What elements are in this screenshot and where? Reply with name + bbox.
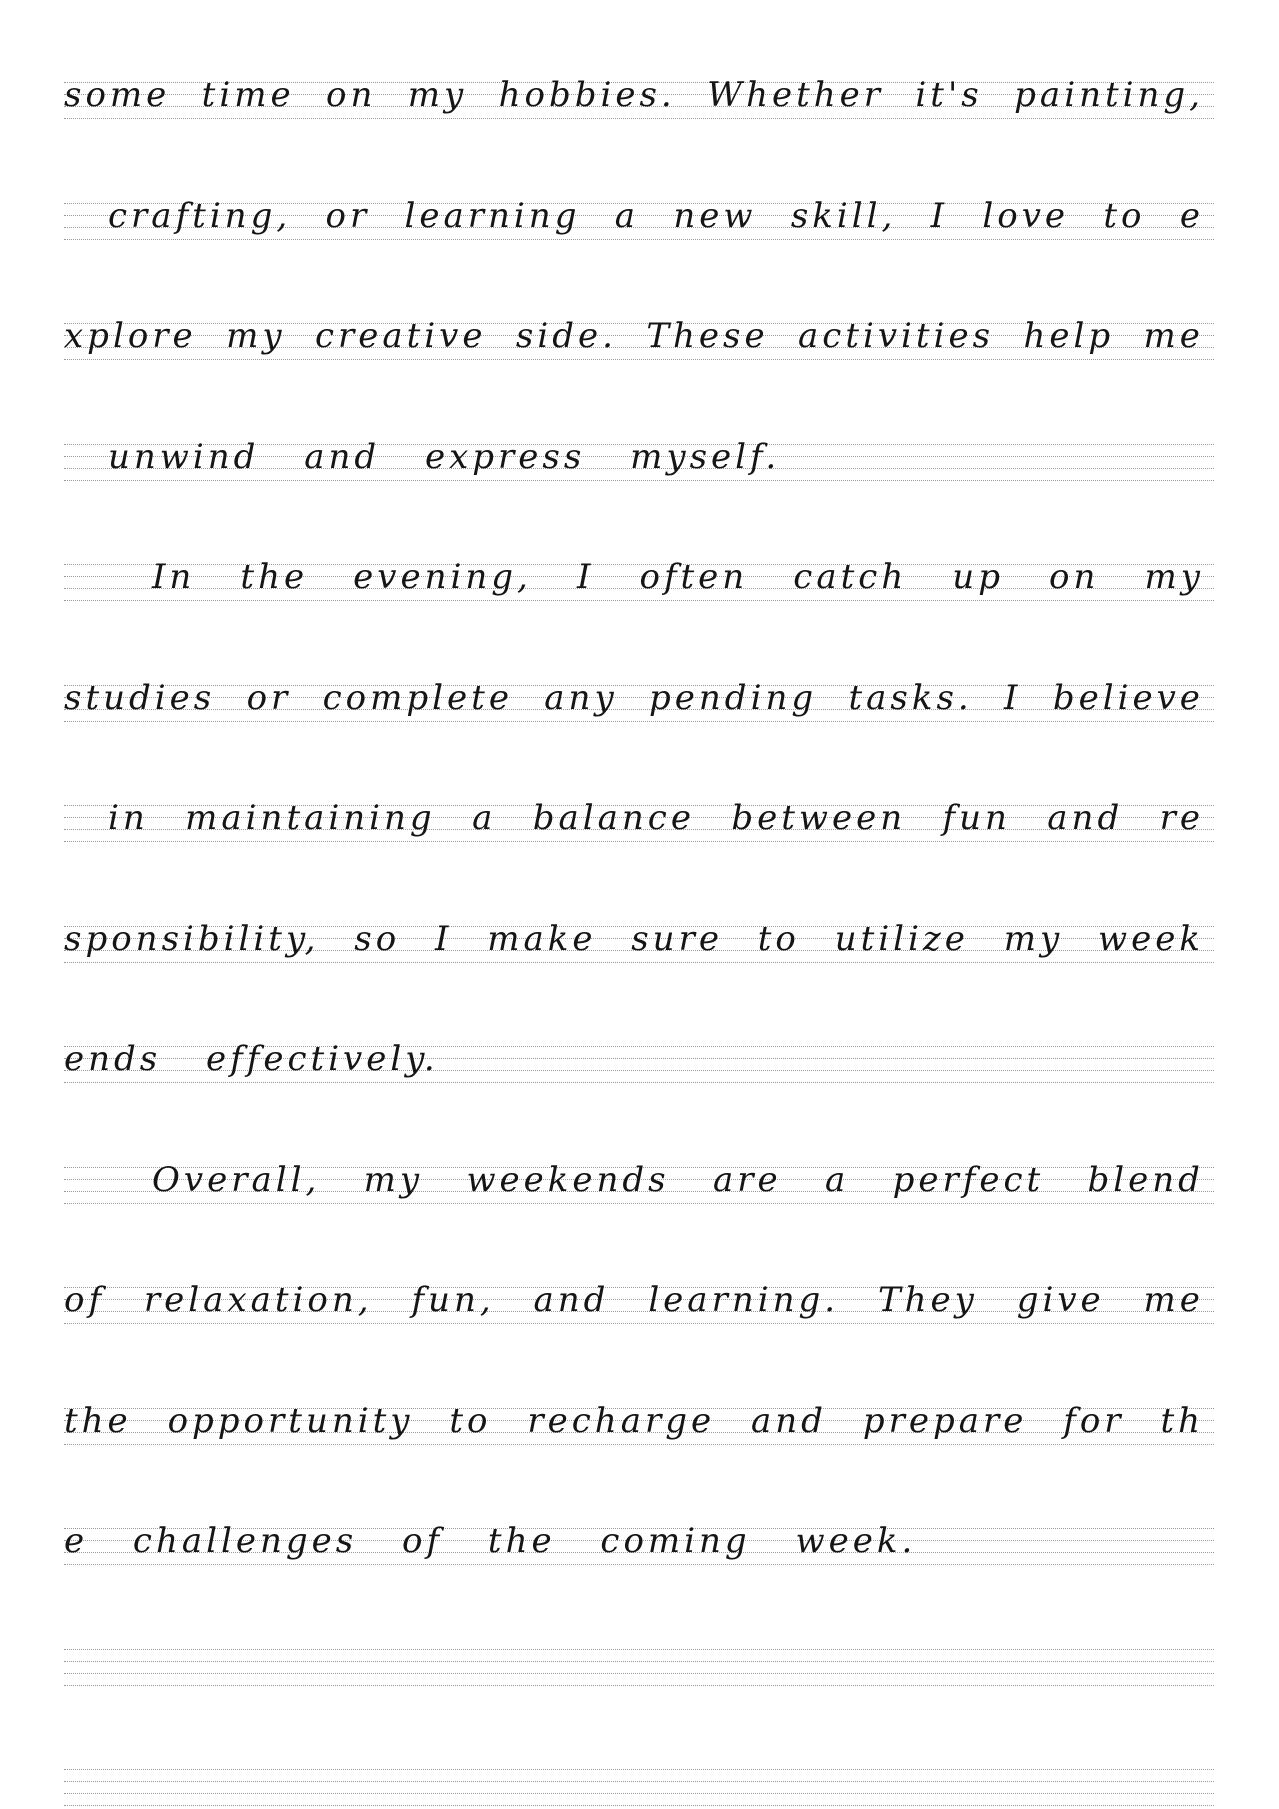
guide-rule [64, 600, 1214, 601]
handwritten-word: and [1047, 798, 1124, 838]
handwritten-word: maintaining [185, 798, 436, 838]
handwritten-line [64, 919, 1204, 959]
handwritten-word: Overall, [152, 1160, 321, 1200]
handwritten-word: to [449, 1401, 492, 1441]
handwritten-word: give [1016, 1280, 1105, 1320]
guide-rule [64, 1769, 1214, 1770]
handwritten-word: complete [322, 678, 513, 718]
handwritten-line [64, 1039, 1214, 1079]
handwritten-word: love [982, 196, 1070, 236]
handwritten-word: a [614, 196, 640, 236]
handwritten-line [64, 678, 1204, 718]
handwritten-word: hobbies. [498, 75, 676, 115]
guide-rule [64, 239, 1214, 240]
handwritten-word: fun, [411, 1280, 495, 1320]
handwritten-word: side. [515, 316, 617, 356]
handwritten-word: me [1143, 316, 1204, 356]
handwritten-word: creative [314, 316, 487, 356]
handwritten-word: evening, [353, 557, 532, 597]
handwritten-word: any [544, 678, 618, 718]
handwritten-line [152, 1160, 1204, 1200]
handwritten-word: new [673, 196, 757, 236]
guide-rule [64, 1781, 1214, 1782]
handwritten-word: of [64, 1280, 106, 1320]
handwritten-word: fun [942, 798, 1011, 838]
handwritten-word: relaxation, [143, 1280, 373, 1320]
handwritten-word: learning [404, 196, 581, 236]
handwritten-line [108, 798, 1204, 838]
handwritten-word: learning. [648, 1280, 840, 1320]
guide-rule [64, 1793, 1214, 1794]
guide-rule [64, 1203, 1214, 1204]
handwritten-word: catch [793, 557, 908, 597]
handwritten-word: for [1063, 1401, 1125, 1441]
handwritten-word: sure [631, 919, 723, 959]
handwritten-word: in [108, 798, 149, 838]
handwritten-word: are [712, 1160, 782, 1200]
handwritten-word: studies [64, 678, 216, 718]
handwritten-word: xplore [64, 316, 197, 356]
handwritten-line [64, 1521, 1214, 1561]
handwritten-word: it's [915, 75, 983, 115]
handwritten-word: blend [1087, 1160, 1204, 1200]
handwritten-word: my [1144, 557, 1204, 597]
handwritten-word: my [1003, 919, 1064, 959]
guide-rule [64, 841, 1214, 842]
handwritten-word: opportunity [167, 1401, 414, 1441]
guide-rule [64, 1444, 1214, 1445]
handwritten-word: a [472, 798, 497, 838]
guide-rule [64, 1323, 1214, 1324]
handwritten-word: perfect [892, 1160, 1045, 1200]
handwritten-word: balance [532, 798, 695, 838]
handwritten-word: on [1049, 557, 1100, 597]
guide-rule [64, 1673, 1214, 1674]
handwritten-word: In [152, 557, 196, 597]
handwritten-word: painting, [1014, 75, 1204, 115]
handwritten-word: time [201, 75, 295, 115]
handwritten-word: my [226, 316, 286, 356]
guide-rule [64, 1649, 1214, 1650]
handwritten-word: Whether [707, 75, 885, 115]
handwritten-word: I [1004, 678, 1022, 718]
guide-rule [64, 1564, 1214, 1565]
handwritten-word: These [646, 316, 769, 356]
guide-rule [64, 1805, 1214, 1806]
handwritten-word: I [576, 557, 595, 597]
handwritten-line [64, 1280, 1204, 1320]
handwritten-word: I [930, 196, 949, 236]
handwritten-word: e [1179, 196, 1204, 236]
handwritten-word: or [325, 196, 371, 236]
handwritten-word: make [487, 919, 597, 959]
handwritten-word: crafting, [108, 196, 292, 236]
handwritten-text: e challenges of the coming week. [64, 1521, 917, 1561]
guide-rule [64, 480, 1214, 481]
handwritten-word: help [1023, 316, 1115, 356]
handwritten-word: prepare [862, 1401, 1028, 1441]
handwritten-text: ends effectively. [64, 1039, 439, 1079]
guide-rule [64, 1082, 1214, 1083]
handwritten-word: to [1103, 196, 1146, 236]
handwritten-word: often [639, 557, 749, 597]
handwritten-word: to [757, 919, 800, 959]
handwritten-line [152, 557, 1204, 597]
ruled-line-band [64, 1769, 1214, 1805]
guide-rule [64, 1685, 1214, 1686]
guide-rule [64, 962, 1214, 963]
handwritten-word: and [533, 1280, 610, 1320]
handwritten-word: weekends [466, 1160, 670, 1200]
handwritten-word: re [1159, 798, 1204, 838]
guide-rule [64, 1661, 1214, 1662]
handwritten-word: recharge [527, 1401, 716, 1441]
handwritten-word: a [824, 1160, 850, 1200]
handwritten-word: and [751, 1401, 827, 1441]
handwritten-line [108, 196, 1204, 236]
handwritten-word: between [731, 798, 907, 838]
handwritten-word: believe [1052, 678, 1204, 718]
handwritten-word: I [434, 919, 453, 959]
handwritten-word: tasks. [848, 678, 973, 718]
guide-rule [64, 721, 1214, 722]
handwritten-word: up [952, 557, 1004, 597]
handwritten-word: some [64, 75, 171, 115]
guide-rule [64, 118, 1214, 119]
handwritten-word: the [240, 557, 309, 597]
handwritten-line [64, 316, 1204, 356]
handwritten-line [64, 1401, 1204, 1441]
handwritten-word: th [1160, 1401, 1204, 1441]
handwritten-word: or [246, 678, 292, 718]
handwritten-word: my [407, 75, 468, 115]
handwritten-word: pending [649, 678, 818, 718]
handwritten-line [64, 75, 1204, 115]
handwritten-word: so [354, 919, 401, 959]
handwritten-text: unwind and express myself. [108, 437, 781, 477]
handwritten-word: my [363, 1160, 424, 1200]
handwritten-word: week [1097, 919, 1204, 959]
handwritten-word: sponsibility, [64, 919, 320, 959]
handwritten-word: skill, [790, 196, 897, 236]
handwritten-word: on [325, 75, 377, 115]
guide-rule [64, 359, 1214, 360]
handwritten-word: utilize [834, 919, 969, 959]
handwritten-word: They [877, 1280, 978, 1320]
handwritten-word: the [64, 1401, 132, 1441]
ruled-line-band [64, 1649, 1214, 1685]
handwritten-word: me [1143, 1280, 1204, 1320]
handwritten-line [108, 437, 1214, 477]
handwritten-word: activities [798, 316, 995, 356]
